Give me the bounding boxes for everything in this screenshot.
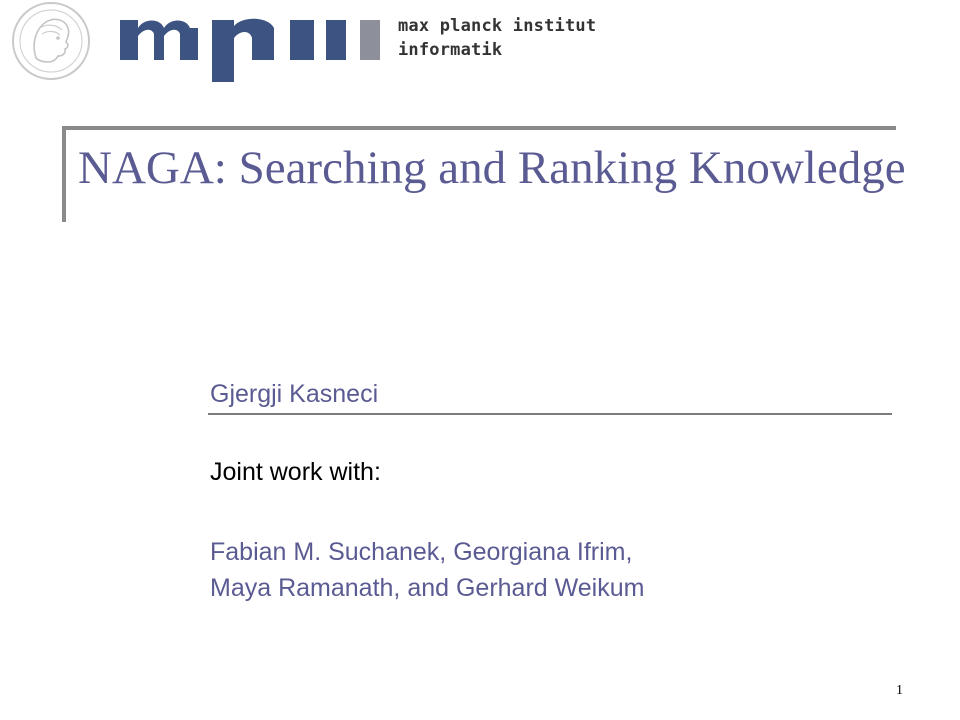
mpii-logo (118, 10, 388, 84)
author-divider (208, 413, 892, 415)
slide-title: NAGA: Searching and Ranking Knowledge (78, 142, 906, 194)
institute-line-1: max planck institut (398, 16, 597, 36)
coauthor-line-1: Fabian M. Suchanek, Georgiana Ifrim, (210, 538, 633, 566)
joint-work-label: Joint work with: (210, 458, 381, 486)
coauthor-list (210, 534, 644, 606)
coauthor-line-2: Maya Ramanath, and Gerhard Weikum (210, 574, 645, 602)
slide-number: 1 (896, 683, 903, 698)
institute-name (398, 14, 596, 62)
minerva-seal-icon (10, 0, 92, 82)
institute-line-2: informatik (398, 40, 503, 60)
author-name: Gjergji Kasneci (210, 380, 379, 408)
